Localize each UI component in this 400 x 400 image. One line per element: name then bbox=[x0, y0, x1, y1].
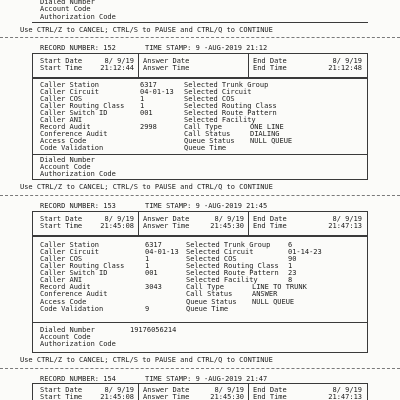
record-bottom-border bbox=[32, 22, 368, 23]
end-time-label: End Time bbox=[253, 222, 287, 230]
ctrl-instructions: Use CTRL/Z to CANCEL; CTRL/S to PAUSE and CTRL/Q to CONTINUE bbox=[20, 183, 273, 191]
selected-facility-label: Selected Facility bbox=[186, 276, 258, 284]
end-date-label: End Date bbox=[253, 215, 287, 223]
selected-trunk-group-value: 6 bbox=[288, 241, 293, 249]
selected-circuit-value: 01-14-23 bbox=[288, 248, 322, 256]
section-divider bbox=[32, 322, 368, 323]
caller-circuit-value: 04-01-13 bbox=[145, 248, 179, 256]
column-divider bbox=[138, 383, 139, 400]
ctrl-instructions: Use CTRL/Z to CANCEL; CTRL/S to PAUSE and CTRL/Q to CONTINUE bbox=[20, 356, 273, 364]
record-number-header: RECORD NUMBER: 154 bbox=[40, 375, 116, 383]
answer-time-label: Answer Time bbox=[143, 393, 190, 400]
call-type-value: LINE TO TRUNK bbox=[252, 283, 307, 291]
caller-switch-id-value: 001 bbox=[140, 109, 153, 117]
record-audit-value: 2998 bbox=[140, 123, 157, 131]
end-date-value: 8/ 9/19 bbox=[332, 215, 362, 223]
call-type-label: Call Type bbox=[184, 123, 222, 131]
start-date-label: Start Date bbox=[40, 386, 83, 394]
start-time-label: Start Time bbox=[40, 64, 83, 72]
end-time-label: End Time bbox=[253, 64, 287, 72]
caller-circuit-label: Caller Circuit bbox=[40, 248, 100, 256]
selected-routing-class-label: Selected Routing Class bbox=[184, 102, 277, 110]
answer-date-label: Answer Date bbox=[143, 386, 190, 394]
end-time-value: 21:47:13 bbox=[328, 393, 362, 400]
call-status-label: Call Status bbox=[184, 130, 231, 138]
caller-cos-value: 1 bbox=[140, 95, 145, 103]
selected-circuit-label: Selected Circuit bbox=[186, 248, 254, 256]
call-status-label: Call Status bbox=[186, 290, 233, 298]
account-code-label: Account Code bbox=[40, 163, 91, 171]
call-status-value: DIALING bbox=[250, 130, 280, 138]
start-time-value: 21:45:08 bbox=[100, 222, 134, 230]
selected-circuit-label: Selected Circuit bbox=[184, 88, 252, 96]
column-divider bbox=[138, 211, 139, 236]
access-code-label: Access Code bbox=[40, 137, 87, 145]
selected-cos-label: Selected COS bbox=[186, 255, 237, 263]
caller-station-label: Caller Station bbox=[40, 81, 100, 89]
page-tear-line bbox=[0, 37, 400, 38]
queue-status-value: NULL QUEUE bbox=[250, 137, 293, 145]
start-date-label: Start Date bbox=[40, 57, 83, 65]
record-number-header: RECORD NUMBER: 153 bbox=[40, 202, 116, 210]
caller-cos-value: 1 bbox=[145, 255, 150, 263]
queue-status-label: Queue Status bbox=[186, 298, 237, 306]
end-date-label: End Date bbox=[253, 57, 287, 65]
dialed-number-label: Dialed Number bbox=[40, 326, 95, 334]
column-divider bbox=[248, 53, 249, 78]
end-time-value: 21:47:13 bbox=[328, 222, 362, 230]
call-type-label: Call Type bbox=[186, 283, 224, 291]
call-status-value: ANSWER bbox=[252, 290, 278, 298]
record-audit-label: Record Audit bbox=[40, 123, 91, 131]
caller-circuit-label: Caller Circuit bbox=[40, 88, 100, 96]
selected-trunk-group-label: Selected Trunk Group bbox=[186, 241, 271, 249]
caller-station-label: Caller Station bbox=[40, 241, 100, 249]
authorization-code-label: Authorization Code bbox=[40, 13, 116, 21]
conference-audit-label: Conference Audit bbox=[40, 130, 108, 138]
page-tear-line bbox=[0, 368, 400, 369]
selected-route-pattern-label: Selected Route Pattern bbox=[184, 109, 277, 117]
answer-time-value: 21:45:30 bbox=[210, 222, 244, 230]
queue-time-label: Queue Time bbox=[186, 305, 229, 313]
conference-audit-label: Conference Audit bbox=[40, 290, 108, 298]
page-tear-line bbox=[0, 195, 400, 196]
answer-time-value: 21:45:30 bbox=[210, 393, 244, 400]
record-audit-label: Record Audit bbox=[40, 283, 91, 291]
queue-status-label: Queue Status bbox=[184, 137, 235, 145]
start-date-value: 8/ 9/19 bbox=[104, 57, 134, 65]
column-divider bbox=[248, 383, 249, 400]
start-date-value: 8/ 9/19 bbox=[104, 215, 134, 223]
selected-facility-label: Selected Facility bbox=[184, 116, 256, 124]
caller-routing-class-value: 1 bbox=[145, 262, 150, 270]
selected-facility-value: 8 bbox=[288, 276, 293, 284]
selected-cos-label: Selected COS bbox=[184, 95, 235, 103]
time-stamp-header: TIME STAMP: 9 -AUG-2019 21:47 bbox=[145, 375, 268, 383]
caller-ani-label: Caller ANI bbox=[40, 276, 83, 284]
caller-cos-label: Caller COS bbox=[40, 95, 83, 103]
start-date-value: 8/ 9/19 bbox=[104, 386, 134, 394]
selected-route-pattern-value: 23 bbox=[288, 269, 297, 277]
answer-date-value: 8/ 9/19 bbox=[214, 386, 244, 394]
caller-station-value: 6317 bbox=[145, 241, 162, 249]
section-divider bbox=[32, 154, 368, 155]
dialed-number-label: Dialed Number bbox=[40, 0, 95, 6]
answer-date-label: Answer Date bbox=[143, 57, 190, 65]
answer-date-value: 8/ 9/19 bbox=[214, 215, 244, 223]
start-time-label: Start Time bbox=[40, 393, 83, 400]
caller-switch-id-label: Caller Switch ID bbox=[40, 269, 108, 277]
access-code-label: Access Code bbox=[40, 298, 87, 306]
queue-time-label: Queue Time bbox=[184, 144, 227, 152]
caller-switch-id-value: 001 bbox=[145, 269, 158, 277]
selected-routing-class-label: Selected Routing Class bbox=[186, 262, 279, 270]
end-date-label: End Date bbox=[253, 386, 287, 394]
column-divider bbox=[248, 211, 249, 236]
call-type-value: ONE LINE bbox=[250, 123, 284, 131]
start-time-value: 21:12:44 bbox=[100, 64, 134, 72]
caller-station-value: 6317 bbox=[140, 81, 157, 89]
start-date-label: Start Date bbox=[40, 215, 83, 223]
authorization-code-label: Authorization Code bbox=[40, 340, 116, 348]
caller-circuit-value: 04-01-13 bbox=[140, 88, 174, 96]
code-validation-label: Code Validation bbox=[40, 144, 104, 152]
answer-date-label: Answer Date bbox=[143, 215, 190, 223]
code-validation-label: Code Validation bbox=[40, 305, 104, 313]
caller-routing-class-value: 1 bbox=[140, 102, 145, 110]
account-code-label: Account Code bbox=[40, 333, 91, 341]
record-number-header: RECORD NUMBER: 152 bbox=[40, 44, 116, 52]
caller-routing-class-label: Caller Routing Class bbox=[40, 102, 125, 110]
answer-time-label: Answer Time bbox=[143, 222, 190, 230]
caller-cos-label: Caller COS bbox=[40, 255, 83, 263]
time-stamp-header: TIME STAMP: 9 -AUG-2019 21:12 bbox=[145, 44, 268, 52]
start-time-value: 21:45:08 bbox=[100, 393, 134, 400]
queue-status-value: NULL QUEUE bbox=[252, 298, 295, 306]
dialed-number-label: Dialed Number bbox=[40, 156, 95, 164]
selected-routing-class-value: 1 bbox=[288, 262, 293, 270]
end-time-value: 21:12:48 bbox=[328, 64, 362, 72]
selected-cos-value: 90 bbox=[288, 255, 297, 263]
start-time-label: Start Time bbox=[40, 222, 83, 230]
selected-route-pattern-label: Selected Route Pattern bbox=[186, 269, 279, 277]
column-divider bbox=[138, 53, 139, 78]
selected-trunk-group-label: Selected Trunk Group bbox=[184, 81, 269, 89]
access-code-value: 9 bbox=[145, 305, 150, 313]
ctrl-instructions: Use CTRL/Z to CANCEL; CTRL/S to PAUSE and CTRL/Q to CONTINUE bbox=[20, 26, 273, 34]
time-stamp-header: TIME STAMP: 9 -AUG-2019 21:45 bbox=[145, 202, 268, 210]
answer-time-label: Answer Time bbox=[143, 64, 190, 72]
end-date-value: 8/ 9/19 bbox=[332, 57, 362, 65]
dialed-number-value: 19176056214 bbox=[130, 326, 177, 334]
caller-routing-class-label: Caller Routing Class bbox=[40, 262, 125, 270]
end-date-value: 8/ 9/19 bbox=[332, 386, 362, 394]
caller-switch-id-label: Caller Switch ID bbox=[40, 109, 108, 117]
account-code-label: Account Code bbox=[40, 5, 91, 13]
end-time-label: End Time bbox=[253, 393, 287, 400]
caller-ani-label: Caller ANI bbox=[40, 116, 83, 124]
authorization-code-label: Authorization Code bbox=[40, 170, 116, 178]
record-audit-value: 3043 bbox=[145, 283, 162, 291]
